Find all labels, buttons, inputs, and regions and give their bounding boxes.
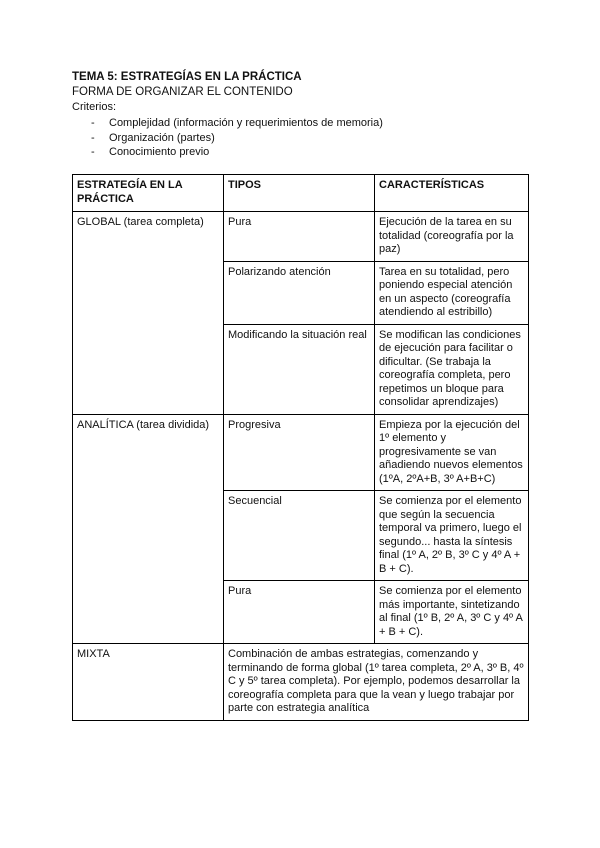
type-cell: Progresiva	[224, 414, 375, 491]
description-cell: Se comienza por el elemento más importante, sintetizando al final (1º B, 2º A, 3º C y 4º A + B + C).	[375, 581, 529, 644]
dash-bullet-icon: -	[91, 146, 95, 158]
header-types: TIPOS	[224, 175, 375, 212]
criteria-label: Criterios:	[72, 101, 117, 113]
strategy-analitica: ANALÍTICA (tarea dividida)	[73, 414, 224, 644]
header-characteristics: CARACTERÍSTICAS	[375, 175, 529, 212]
description-cell: Tarea en su totalidad, pero poniendo especial atención en un aspecto (coreografía atendiendo al estribillo)	[375, 261, 529, 324]
type-cell: Pura	[224, 212, 375, 262]
type-cell: Modificando la situación real	[224, 324, 375, 414]
type-cell: Polarizando atención	[224, 261, 375, 324]
table-row	[73, 414, 529, 491]
type-cell: Pura	[224, 581, 375, 644]
page-title: TEMA 5: ESTRATEGÍAS EN LA PRÁCTICA	[72, 71, 302, 83]
section-subtitle: FORMA DE ORGANIZAR EL CONTENIDO	[72, 86, 293, 98]
dash-bullet-icon: -	[91, 131, 95, 144]
type-cell: Secuencial	[224, 491, 375, 581]
criteria-item: - Complejidad (información y requerimientos de memoria)	[91, 117, 383, 129]
table-row	[73, 212, 529, 262]
description-cell: Se comienza por el elemento que según la secuencia temporal va primero, luego el segundo... hasta la síntesis final (1º A, 2º B, 3º C y 4º A + B + C).	[375, 491, 529, 581]
description-cell: Se modifican las condiciones de ejecución para facilitar o dificultar. (Se trabaja la coreografía completa, pero repetimos un bloque para consolidar aprendizajes)	[375, 324, 529, 414]
strategy-table	[72, 174, 529, 721]
criteria-item: - Organización (partes)	[91, 131, 215, 144]
table-header-row	[73, 175, 529, 212]
dash-bullet-icon: -	[91, 117, 95, 129]
header-strategy: ESTRATEGÍA EN LA PRÁCTICA	[73, 175, 224, 212]
table-row	[73, 644, 529, 721]
description-cell: Empieza por la ejecución del 1º elemento y progresivamente se van añadiendo nuevos elementos (1ºA, 2ºA+B, 3º A+B+C)	[375, 414, 529, 491]
criteria-item: - Conocimiento previo	[91, 146, 210, 158]
description-cell: Ejecución de la tarea en su totalidad (coreografía por la paz)	[375, 212, 529, 262]
description-cell: Combinación de ambas estrategias, comenzando y terminando de forma global (1º tarea completa, 2º A, 3º B, 4º C y 5º tarea completa). Por ejemplo, podemos desarrollar la coreografía completa para que la vean y luego trabajar por parte con estrategia analítica	[224, 644, 529, 721]
strategy-global: GLOBAL (tarea completa)	[73, 212, 224, 415]
criteria-list	[72, 116, 528, 160]
document-page	[72, 70, 528, 714]
strategy-mixta: MIXTA	[73, 644, 224, 721]
